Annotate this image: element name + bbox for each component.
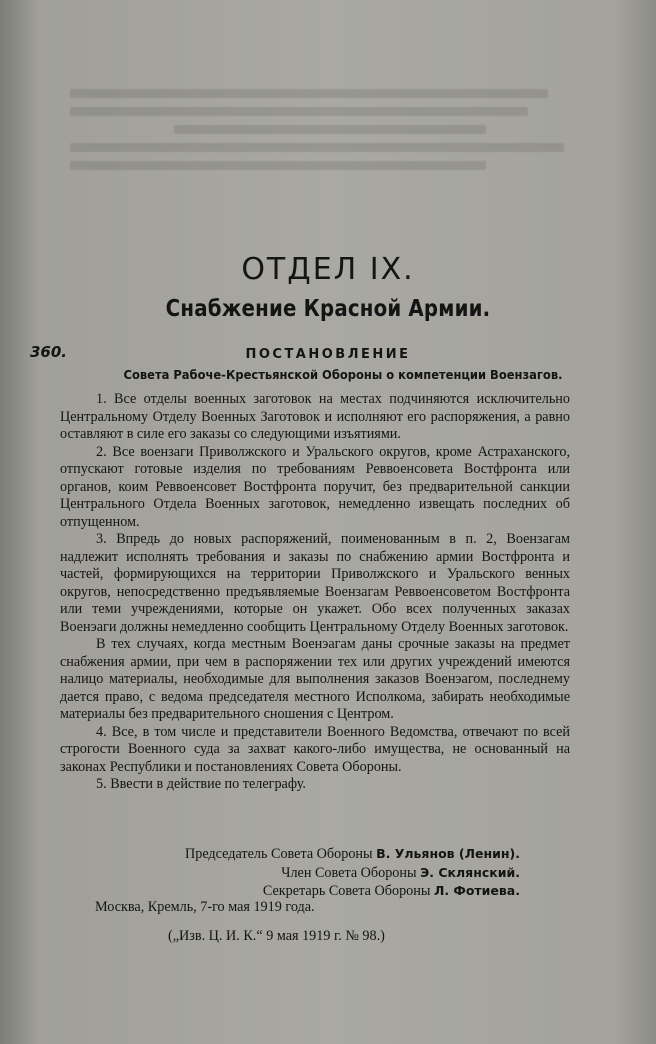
signature-line [0, 864, 520, 883]
signature-line [0, 845, 520, 864]
paragraph-4: 4. Все, в том числе и представители Военного Ведомства, отвечают по всей строгости Военного суда за захват какого-либо имущества, не основанный на законах Республики и постановлениях Совета Обороны. [60, 723, 570, 775]
paragraph-2: 2. Все воензаги Приволжского и Уральского округов, кроме Астраханского, отпускают готовые изделия по требованиям Реввоенсовета Востфронта или органов, коим Реввоенсовет Востфронта поручит, без предварительной санкции Центрального Отдела Военных заготовок, немедленно извещать последних об отпущенном. [60, 443, 570, 530]
source-citation: („Изв. Ц. И. К.“ 9 мая 1919 г. № 98.) [168, 928, 385, 944]
section-title: Снабжение Красной Армии. [165, 296, 491, 322]
signature-name: Э. Склянский. [420, 864, 520, 880]
place-date: Москва, Кремль, 7-го мая 1919 года. [95, 899, 315, 915]
section-heading: ОТДЕЛ IX. [241, 252, 415, 287]
signature-name: Л. Фотиева. [433, 883, 520, 898]
document-number: 360. [30, 343, 68, 361]
signature-role: Член Совета Обороны [281, 864, 417, 881]
paragraph-3: 3. Впредь до новых распоряжений, поименованным в п. 2, Воензагам надлежит исполнять требования и заказы по снабжению армии Востфронта и частей, формирующихся на территории Приволжского и Уральского венных округов, непосредственно предъявляемые Воензагам Реввоенсоветом Востфронта или теми учреждениями, которые он укажет. Обо всех полученных заказах Военэаги должны немедленно сообщить Центральному Отделу Военных заготовок. [60, 531, 570, 635]
signature-line [0, 882, 520, 901]
decree-heading: ПОСТАНОВЛЕНИЕ [245, 347, 411, 362]
signature-role: Председатель Совета Обороны [184, 846, 373, 862]
signature-role: Секретарь Совета Обороны [262, 883, 431, 899]
decree-body [60, 391, 570, 794]
signature-name: В. Ульянов (Ленин). [376, 846, 520, 861]
paragraph-1: 1. Все отделы военных заготовок на местах подчиняются исключительно Центральному Отделу Военных Заготовок и исполняют его распоряжения, а равно оставляют в силе его заказы со следующими изъятиями. [60, 391, 570, 442]
bleed-through-text [70, 80, 590, 190]
decree-subtitle: Совета Рабоче-Крестьянской Обороны о компетенции Воензагов. [123, 367, 563, 382]
paragraph-5: 5. Ввести в действие по телеграфу. [96, 776, 306, 792]
signatures [0, 845, 520, 901]
paragraph-3-continued: В тех случаях, когда местным Военэагам даны срочные заказы на предмет снабжения армии, при чем в распоряжении тех или других учреждений имеются налицо материалы, необходимые для выполнения заказов Военэагом, последнему дается право, с ведома председателя местного Исполкома, забирать необходимые материалы без предварительного сношения с Центром. [60, 636, 570, 722]
